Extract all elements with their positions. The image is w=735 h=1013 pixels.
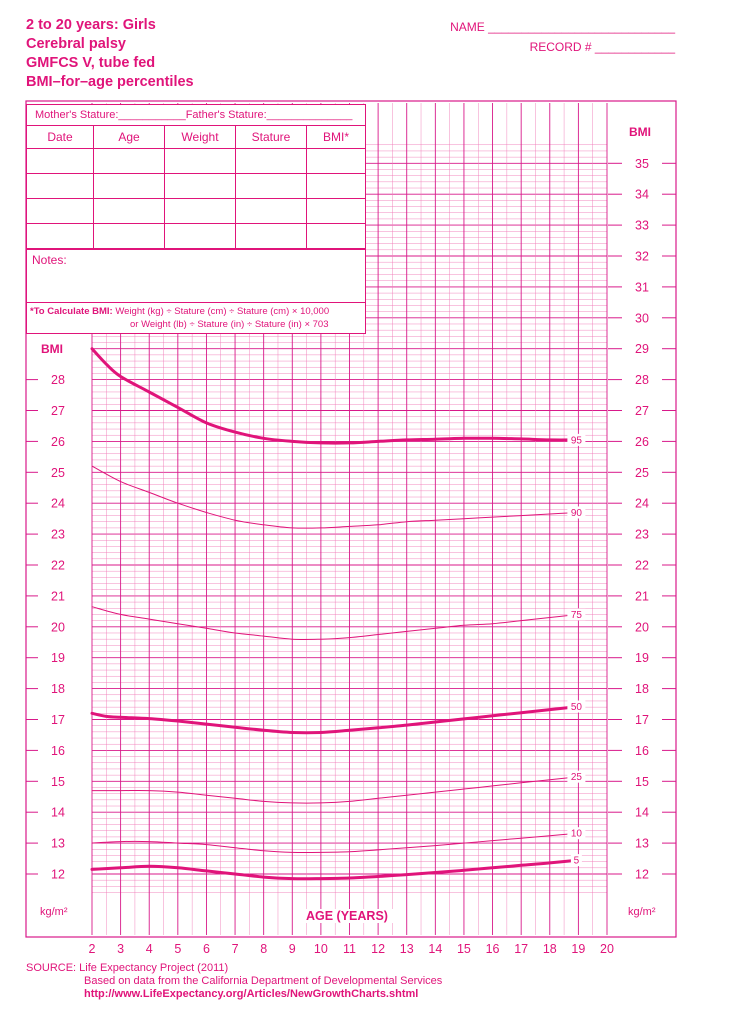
percentile-10-label: 10 bbox=[570, 828, 582, 840]
title-line-2: Cerebral palsy bbox=[26, 36, 126, 52]
table-row[interactable] bbox=[27, 149, 365, 174]
left-tick-label: 17 bbox=[51, 713, 65, 727]
right-tick-label: 16 bbox=[635, 743, 649, 758]
col-weight: Weight bbox=[165, 126, 236, 149]
right-tick-label: 21 bbox=[635, 589, 649, 604]
right-tick-label: 15 bbox=[635, 774, 649, 789]
source-note bbox=[26, 962, 442, 1001]
right-tick-label: 18 bbox=[635, 682, 649, 697]
right-tick-label: 22 bbox=[635, 558, 649, 573]
col-date: Date bbox=[27, 126, 94, 149]
percentile-5-label: 5 bbox=[573, 855, 580, 867]
x-tick-label: 20 bbox=[600, 942, 614, 956]
x-tick-label: 12 bbox=[371, 942, 386, 956]
percentile-labels bbox=[567, 434, 585, 867]
left-tick-label: 18 bbox=[51, 682, 65, 697]
title-line-4: BMI–for–age percentiles bbox=[26, 74, 194, 90]
formula-heading: *To Calculate BMI: bbox=[30, 306, 113, 317]
right-axis-title: BMI bbox=[626, 125, 654, 139]
percentile-50-label: 50 bbox=[570, 702, 582, 714]
x-tick-label: 7 bbox=[231, 942, 239, 956]
percentile-75-label: 75 bbox=[570, 609, 582, 621]
x-tick-label: 13 bbox=[399, 942, 414, 956]
right-tick-label: 34 bbox=[635, 187, 649, 202]
right-tick-label: 17 bbox=[635, 713, 649, 727]
x-tick-label: 14 bbox=[428, 942, 443, 956]
table-row[interactable] bbox=[27, 199, 365, 224]
title-line-1: 2 to 20 years: Girls bbox=[26, 17, 156, 33]
x-tick-label: 9 bbox=[288, 942, 296, 956]
right-tick-label: 35 bbox=[635, 156, 649, 171]
right-tick-label: 19 bbox=[635, 651, 649, 666]
x-tick-label: 5 bbox=[174, 942, 182, 956]
chart-title-block bbox=[26, 16, 194, 92]
right-unit-label: kg/m² bbox=[628, 906, 656, 918]
left-tick-label: 14 bbox=[51, 805, 65, 820]
left-tick-label: 28 bbox=[51, 373, 65, 388]
bmi-formula bbox=[27, 302, 365, 333]
percentile-90-label: 90 bbox=[570, 507, 582, 519]
left-tick-label: 19 bbox=[51, 651, 65, 666]
formula-imperial: or Weight (lb) ÷ Stature (in) ÷ Stature (in) × 703 bbox=[130, 319, 329, 330]
right-tick-label: 20 bbox=[635, 620, 649, 635]
right-tick-label: 23 bbox=[635, 527, 649, 542]
right-tick-label: 14 bbox=[635, 805, 649, 820]
left-tick-label: 21 bbox=[51, 589, 65, 604]
left-tick-label: 13 bbox=[51, 836, 65, 851]
right-tick-label: 30 bbox=[635, 311, 649, 326]
measurement-table bbox=[27, 126, 365, 249]
left-tick-label: 27 bbox=[51, 404, 65, 418]
formula-metric: Weight (kg) ÷ Stature (cm) ÷ Stature (cm) × 10,000 bbox=[112, 306, 330, 317]
left-tick-label: 24 bbox=[51, 496, 65, 511]
x-tick-label: 18 bbox=[542, 942, 557, 956]
right-tick-label: 25 bbox=[635, 465, 649, 480]
right-tick-label: 32 bbox=[635, 249, 649, 264]
x-tick-label: 11 bbox=[343, 942, 356, 956]
left-unit-label: kg/m² bbox=[40, 906, 68, 918]
left-tick-label: 25 bbox=[51, 465, 65, 480]
record-number-field[interactable]: RECORD # ____________ bbox=[529, 40, 675, 54]
name-field[interactable]: NAME ____________________________ bbox=[450, 20, 675, 34]
record-box bbox=[26, 104, 366, 334]
left-tick-label: 22 bbox=[51, 558, 65, 573]
right-tick-label: 26 bbox=[635, 434, 649, 449]
right-tick-label: 31 bbox=[635, 280, 649, 295]
table-row[interactable] bbox=[27, 224, 365, 249]
x-tick-label: 15 bbox=[456, 942, 471, 956]
x-tick-label: 10 bbox=[313, 942, 328, 956]
left-tick-label: 26 bbox=[51, 434, 65, 449]
percentile-95-label: 95 bbox=[570, 435, 582, 447]
right-tick-label: 12 bbox=[635, 867, 649, 882]
right-tick-label: 24 bbox=[635, 496, 649, 511]
left-tick-label: 12 bbox=[51, 867, 65, 882]
notes-field[interactable]: Notes: bbox=[27, 249, 365, 310]
col-age: Age bbox=[94, 126, 165, 149]
table-row[interactable] bbox=[27, 174, 365, 199]
right-tick-label: 13 bbox=[635, 836, 649, 851]
source-url[interactable]: http://www.LifeExpectancy.org/Articles/NewGrowthCharts.shtml bbox=[84, 988, 419, 1000]
left-tick-label: 16 bbox=[51, 743, 65, 758]
left-axis-title: BMI bbox=[38, 342, 66, 356]
x-tick-label: 2 bbox=[88, 942, 96, 956]
x-tick-label: 6 bbox=[202, 942, 210, 956]
x-tick-label: 16 bbox=[485, 942, 500, 956]
col-bmi: BMI* bbox=[307, 126, 366, 149]
title-line-3: GMFCS V, tube fed bbox=[26, 55, 156, 71]
right-tick-label: 27 bbox=[635, 404, 649, 418]
table-header-row bbox=[27, 126, 365, 149]
right-tick-label: 29 bbox=[635, 342, 649, 357]
source-line-1: SOURCE: Life Expectancy Project (2011) bbox=[26, 962, 229, 974]
right-tick-label: 33 bbox=[635, 218, 649, 233]
left-tick-label: 20 bbox=[51, 620, 65, 635]
x-tick-label: 3 bbox=[117, 942, 125, 956]
percentile-25-label: 25 bbox=[570, 772, 582, 784]
stature-fields[interactable]: Mother's Stature:___________Father's Stature:______________ bbox=[27, 105, 365, 126]
col-stature: Stature bbox=[236, 126, 307, 149]
x-tick-label: 4 bbox=[145, 942, 153, 956]
x-tick-label: 19 bbox=[571, 942, 586, 956]
left-tick-label: 23 bbox=[51, 527, 65, 542]
x-tick-label: 17 bbox=[514, 942, 529, 956]
right-tick-label: 28 bbox=[635, 373, 649, 388]
x-tick-label: 8 bbox=[260, 942, 268, 956]
source-line-2: Based on data from the California Department of Developmental Services bbox=[84, 975, 443, 987]
left-tick-label: 15 bbox=[51, 774, 65, 789]
x-axis-title: AGE (YEARS) bbox=[300, 909, 394, 923]
